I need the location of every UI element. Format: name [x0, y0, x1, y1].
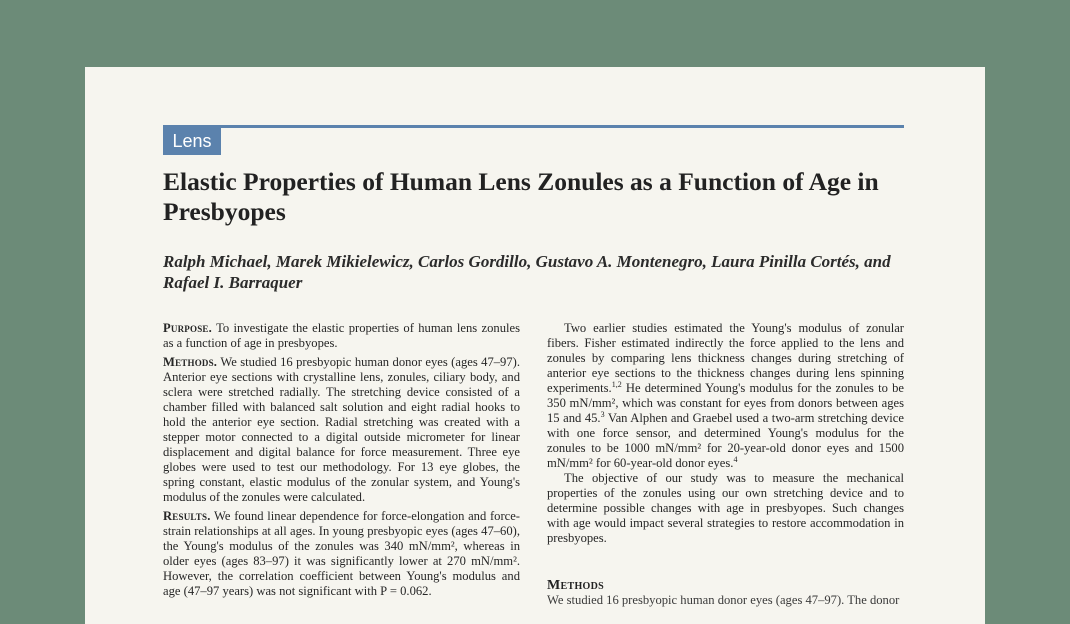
reference-citation: 3: [600, 409, 605, 419]
purpose-text: To investigate the elastic properties of human lens zonules as a function of age in presbyopes.: [163, 321, 520, 350]
methods-heading: Methods: [547, 578, 604, 593]
results-label: Results.: [163, 509, 211, 523]
results-text: We found linear dependence for force-elongation and force-strain relationships at all ages. In young presbyopic eyes (ages 47–60), the Young's modulus of the zonules was 340 mN/mm², whereas in older eyes (ages 83–97) it was significantly lower at 270 mN/mm². However, the correlation coefficient between Young's modulus and age (47–97 years) was not significant with P = 0.062.: [163, 509, 521, 598]
abstract-purpose: [163, 321, 520, 351]
header-rule: [163, 125, 904, 128]
abstract-column: [163, 321, 520, 603]
article-title: Elastic Properties of Human Lens Zonules as a Function of Age in Presbyopes: [163, 167, 879, 226]
purpose-label: Purpose.: [163, 321, 212, 335]
paper-page: [85, 67, 985, 624]
methods-label: Methods.: [163, 355, 218, 369]
intro-paragraph-2: The objective of our study was to measure the mechanical properties of the zonules using our own stretching device and to determine possible changes with age in presbyopes. Such changes with age would impact several strategies to restore accommodation in presbyopes.: [547, 471, 904, 545]
author-list: Ralph Michael, Marek Mikielewicz, Carlos Gordillo, Gustavo A. Montenegro, Laura Pinilla Cortés, and Rafael I. Barraquer: [163, 252, 891, 292]
methods-text: We studied 16 presbyopic human donor eyes (ages 47–97). Anterior eye sections with crystalline lens, zonules, ciliary body, and sclera were stretched radially. The stretching device consisted of a chamber filled with balanced salt solution and eight radial hooks to hold the anterior eye section. Radial stretching was created with a stepper motor connected to a digital outside micrometer for linear displacement and digital balance for force measurement. Three eye globes were used to test our methodology. For 13 eye globes, the spring constant, elastic modulus of the zonular system, and Young's modulus of the zonules were calculated.: [163, 355, 520, 504]
intro-p1-text-b: He determined Young's modulus for the zonules to be 350 mN/mm², which was constant for eyes from donors between ages 15 and 45.: [547, 381, 904, 425]
methods-first-line: We studied 16 presbyopic human donor eyes (ages 47–97). The donor: [547, 593, 900, 607]
intro-p1-text-c: Van Alphen and Graebel used a two-arm stretching device with one force sensor, and determined Young's modulus for the zonules to be 1000 mN/mm² for 20-year-old donor eyes and 1500 mN/mm² for 60-year-old donor eyes.: [547, 411, 904, 470]
abstract-results: [163, 509, 520, 599]
reference-citation: 4: [733, 454, 738, 464]
intro-p1-text: Two earlier studies estimated the Young's modulus of zonular fibers. Fisher estimated indirectly the force applied to the lens and zonules by comparing lens thickness changes during stretching of anterior eye sections to the thickness changes during lens spinning experiments.: [547, 321, 904, 395]
intro-paragraph-1: [547, 321, 904, 471]
section-tag: Lens: [163, 128, 221, 155]
reference-citation: 1,2: [611, 379, 622, 389]
introduction-column: [547, 321, 904, 612]
abstract-methods: [163, 355, 520, 505]
